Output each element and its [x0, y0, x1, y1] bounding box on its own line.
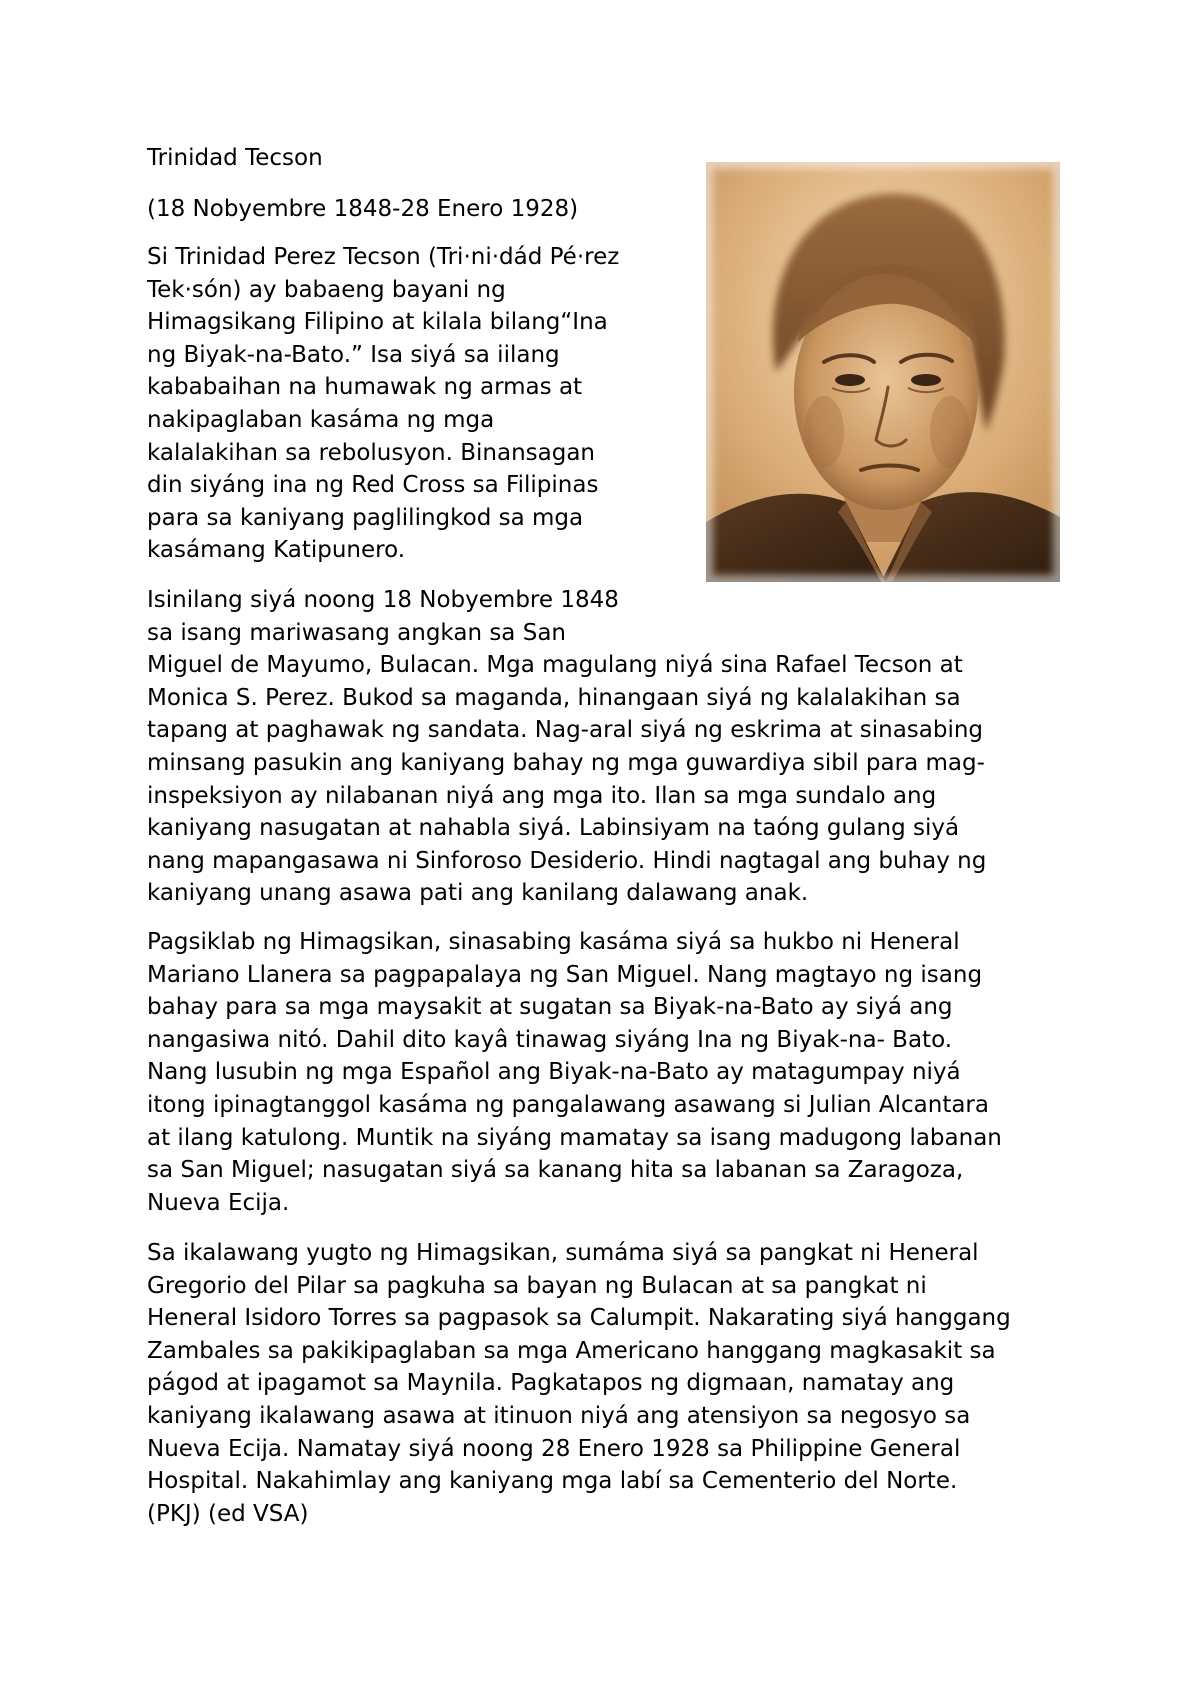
paragraph-line: Himagsikang Filipino at kilala bilang“Ina	[147, 309, 608, 336]
paragraph-line: para sa kaniyang paglilingkod sa mga	[147, 504, 584, 531]
paragraph-birth	[147, 584, 986, 910]
paragraph-line: Si Trinidad Perez Tecson (Tri·ni·dád Pé·rez	[147, 244, 620, 270]
paragraph-line: kaniyang nasugatan at nahabla siyá. Labinsiyam na taóng gulang siyá	[147, 815, 960, 842]
paragraph-line: at ilang katulong. Muntik na siyáng mamatay sa isang madugong labanan	[147, 1124, 1002, 1151]
paragraph-line: kaniyang ikalawang asawa at itinuon niyá ang atensiyon sa negosyo sa	[147, 1402, 971, 1429]
paragraph-line: nakipaglaban kasáma ng mga	[147, 406, 495, 433]
paragraph-revolution	[147, 926, 1002, 1219]
paragraph-line: tapang at paghawak ng sandata. Nag-aral siyá ng eskrima at sinasabing	[147, 717, 984, 744]
paragraph-line: itong ipinagtanggol kasáma ng pangalawang asawang si Julian Alcantara	[147, 1091, 989, 1118]
paragraph-line: Isinilang siyá noong 18 Nobyembre 1848	[147, 587, 619, 613]
paragraph-line: Monica S. Perez. Bukod sa maganda, hinangaan siyá ng kalalakihan sa	[147, 684, 961, 711]
paragraph-line: Miguel de Mayumo, Bulacan. Mga magulang niyá sina Rafael Tecson at	[147, 652, 963, 679]
paragraph-line: kalalakihan sa rebolusyon. Binansagan	[147, 439, 596, 466]
paragraph-line: Heneral Isidoro Torres sa pagpasok sa Calumpit. Nakarating siyá hanggang	[147, 1305, 1011, 1332]
paragraph-line: Sa ikalawang yugto ng Himagsikan, sumáma siyá sa pangkat ni Heneral	[147, 1240, 979, 1266]
paragraph-line: Zambales sa pakikipaglaban sa mga Americano hanggang magkasakit sa	[147, 1337, 996, 1364]
document-dates: (18 Nobyembre 1848-28 Enero 1928)	[147, 196, 579, 222]
paragraph-intro	[147, 241, 619, 567]
paragraph-line: Tek·són) ay babaeng bayani ng	[147, 276, 506, 303]
paragraph-line: kababaihan na humawak ng armas at	[147, 374, 583, 401]
paragraph-line: sa San Miguel; nasugatan siyá sa kanang hita sa labanan sa Zaragoza,	[147, 1157, 964, 1184]
paragraph-line: inspeksiyon ay nilabanan niyá ang mga ito. Ilan sa mga sundalo ang	[147, 782, 937, 809]
paragraph-line: Gregorio del Pilar sa pagkuha sa bayan ng Bulacan at sa pangkat ni	[147, 1272, 927, 1299]
paragraph-later-life	[147, 1237, 1011, 1530]
paragraph-line: Nang lusubin ng mga Español ang Biyak-na-Bato ay matagumpay niyá	[147, 1059, 961, 1086]
paragraph-line: págod at ipagamot sa Maynila. Pagkatapos ng digmaan, namatay ang	[147, 1370, 955, 1397]
paragraph-line: Mariano Llanera sa pagpapalaya ng San Miguel. Nang magtayo ng isang	[147, 961, 983, 988]
paragraph-line: Hospital. Nakahimlay ang kaniyang mga labí sa Cementerio del Norte.	[147, 1468, 958, 1495]
paragraph-line: (PKJ) (ed VSA)	[147, 1500, 309, 1527]
paragraph-line: Nueva Ecija. Namatay siyá noong 28 Enero 1928 sa Philippine General	[147, 1435, 961, 1462]
paragraph-line: sa isang mariwasang angkan sa San	[147, 619, 566, 646]
paragraph-line: nangasiwa nitó. Dahil dito kayâ tinawag siyáng Ina ng Biyak-na- Bato.	[147, 1026, 953, 1053]
paragraph-line: Nueva Ecija.	[147, 1189, 290, 1216]
document-title: Trinidad Tecson	[147, 145, 323, 171]
paragraph-line: ng Biyak-na-Bato.” Isa siyá sa iilang	[147, 341, 560, 368]
paragraph-line: minsang pasukin ang kaniyang bahay ng mga guwardiya sibil para mag-	[147, 749, 985, 776]
paragraph-line: kaniyang unang asawa pati ang kanilang dalawang anak.	[147, 880, 809, 907]
paragraph-line: din siyáng ina ng Red Cross sa Filipinas	[147, 472, 599, 499]
paragraph-line: Pagsiklab ng Himagsikan, sinasabing kasáma siyá sa hukbo ni Heneral	[147, 929, 960, 955]
paragraph-line: bahay para sa mga maysakit at sugatan sa Biyak-na-Bato ay siyá ang	[147, 994, 953, 1021]
paragraph-line: kasámang Katipunero.	[147, 537, 406, 564]
portrait-image	[706, 162, 1060, 582]
paragraph-line: nang mapangasawa ni Sinforoso Desiderio. Hindi nagtagal ang buhay ng	[147, 847, 987, 874]
